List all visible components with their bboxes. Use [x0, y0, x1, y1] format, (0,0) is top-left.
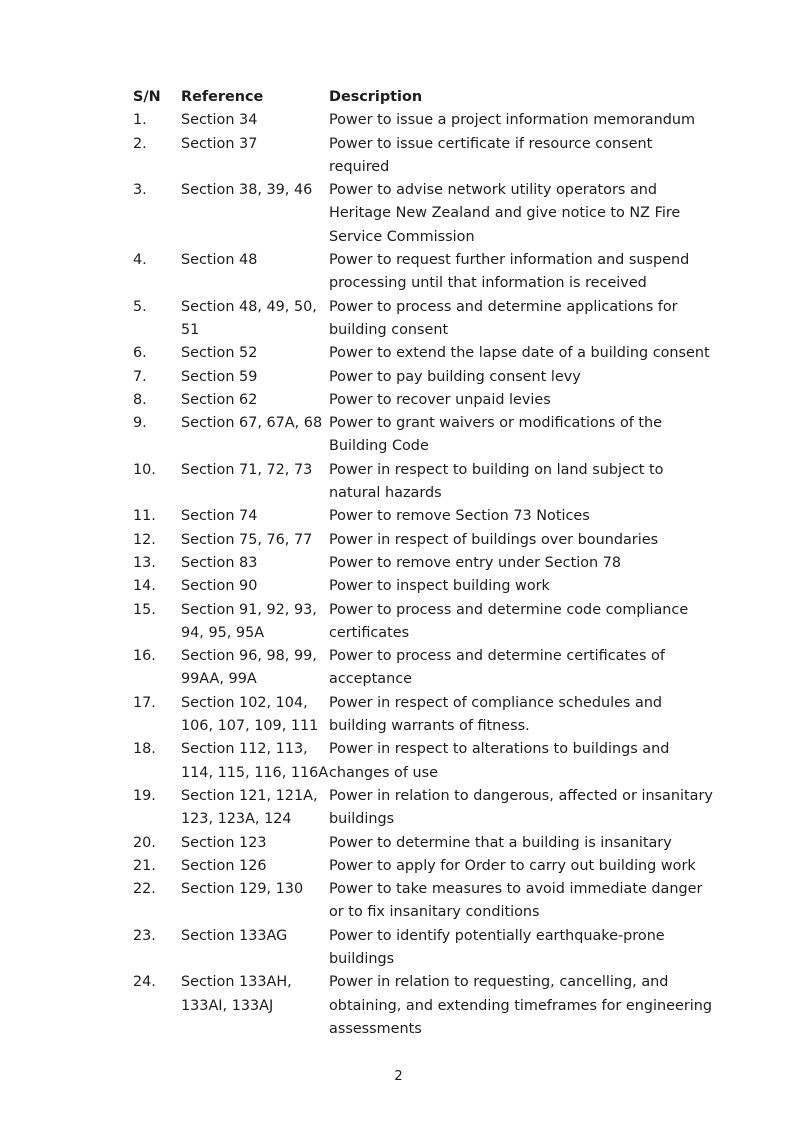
- cell-sn: 21.: [133, 857, 156, 874]
- cell-reference: Section 62: [181, 391, 258, 408]
- cell-description: Power to recover unpaid levies: [329, 391, 551, 408]
- cell-description: Power to extend the lapse date of a building consent: [329, 345, 710, 362]
- cell-description: Power to grant waivers or modifications of the Building Code: [329, 415, 663, 455]
- cell-sn: 15.: [133, 601, 156, 618]
- cell-description: Power to request further information and suspend processing until that information is received: [329, 252, 690, 292]
- table-row: [133, 109, 715, 132]
- cell-reference: Section 133AG: [181, 927, 288, 944]
- cell-description: Power to issue certificate if resource consent required: [329, 135, 653, 175]
- cell-sn: 16.: [133, 648, 156, 665]
- table-row: [133, 878, 715, 925]
- cell-description: Power to process and determine applications for building consent: [329, 298, 678, 338]
- header-reference: Reference: [181, 89, 264, 105]
- header-description: Description: [329, 89, 423, 105]
- cell-sn: 17.: [133, 694, 156, 711]
- cell-reference: Section 126: [181, 857, 267, 874]
- cell-sn: 10.: [133, 461, 156, 478]
- cell-reference: Section 67, 67A, 68: [181, 415, 323, 432]
- cell-sn: 5.: [133, 298, 147, 315]
- header-sn: S/N: [133, 89, 161, 105]
- cell-reference: Section 48: [181, 252, 258, 269]
- cell-sn: 2.: [133, 135, 147, 152]
- cell-reference: Section 59: [181, 368, 258, 385]
- table-row: [133, 925, 715, 972]
- cell-sn: 7.: [133, 368, 147, 385]
- cell-reference: Section 71, 72, 73: [181, 461, 313, 478]
- cell-reference: Section 83: [181, 554, 258, 571]
- cell-description: Power to issue a project information memorandum: [329, 112, 696, 129]
- cell-sn: 14.: [133, 578, 156, 595]
- cell-sn: 3.: [133, 182, 147, 199]
- cell-reference: Section 37: [181, 135, 258, 152]
- table-row: [133, 645, 715, 692]
- cell-description: Power to take measures to avoid immediate danger or to fix insanitary conditions: [329, 881, 703, 921]
- table-row: [133, 738, 715, 785]
- cell-sn: 8.: [133, 391, 147, 408]
- cell-reference: Section 121, 121A, 123, 123A, 124: [181, 787, 318, 828]
- cell-description: Power in relation to dangerous, affected or insanitary buildings: [329, 787, 713, 828]
- table-row: [133, 133, 715, 180]
- cell-description: Power to advise network utility operators and Heritage New Zealand and give notice to NZ Fire Service Commission: [329, 182, 681, 245]
- cell-description: Power to remove Section 73 Notices: [329, 508, 590, 525]
- cell-reference: Section 75, 76, 77: [181, 531, 313, 548]
- cell-description: Power to inspect building work: [329, 578, 550, 595]
- table-row: [133, 366, 715, 389]
- cell-sn: 23.: [133, 927, 156, 944]
- cell-sn: 11.: [133, 508, 156, 525]
- table-row: [133, 599, 715, 646]
- cell-description: Power in respect of compliance schedules and building warrants of fitness.: [329, 694, 663, 735]
- table-row: [133, 389, 715, 412]
- table-row: [133, 971, 715, 1041]
- table-body: [133, 109, 715, 1041]
- cell-reference: Section 34: [181, 112, 258, 129]
- cell-reference: Section 90: [181, 578, 258, 595]
- cell-sn: 22.: [133, 881, 156, 898]
- table-row: [133, 855, 715, 878]
- cell-reference: Section 96, 98, 99, 99AA, 99A: [181, 648, 317, 688]
- table-row: [133, 179, 715, 249]
- table-row: [133, 459, 715, 506]
- table-row: [133, 249, 715, 296]
- cell-sn: 12.: [133, 531, 156, 548]
- cell-reference: Section 48, 49, 50, 51: [181, 298, 317, 338]
- table-row: [133, 412, 715, 459]
- cell-reference: Section 123: [181, 834, 267, 851]
- cell-sn: 19.: [133, 787, 156, 804]
- page-number: 2: [394, 1069, 403, 1084]
- cell-reference: Section 74: [181, 508, 258, 525]
- table-header-row: [133, 86, 715, 109]
- cell-sn: 18.: [133, 741, 156, 758]
- cell-sn: 4.: [133, 252, 147, 269]
- cell-description: Power to pay building consent levy: [329, 368, 581, 385]
- cell-reference: Section 129, 130: [181, 881, 304, 898]
- cell-description: Power to apply for Order to carry out building work: [329, 857, 696, 874]
- table-row: [133, 832, 715, 855]
- table-row: [133, 505, 715, 528]
- cell-sn: 24.: [133, 974, 156, 991]
- table-row: [133, 342, 715, 365]
- cell-reference: Section 133AH, 133AI, 133AJ: [181, 974, 292, 1014]
- cell-description: Power to process and determine certificates of acceptance: [329, 648, 665, 688]
- cell-description: Power in respect to alterations to buildings and changes of use: [329, 741, 670, 781]
- table-row: [133, 296, 715, 343]
- cell-description: Power in relation to requesting, cancelling, and obtaining, and extending timeframes for engineering assessments: [329, 974, 712, 1037]
- cell-sn: 6.: [133, 345, 147, 362]
- cell-sn: 1.: [133, 112, 147, 129]
- delegations-table: [133, 86, 715, 1041]
- cell-sn: 13.: [133, 554, 156, 571]
- cell-description: Power to determine that a building is insanitary: [329, 834, 672, 851]
- table-row: [133, 785, 715, 832]
- table-row: [133, 575, 715, 598]
- table-row: [133, 692, 715, 739]
- cell-reference: Section 112, 113, 114, 115, 116, 116A: [181, 741, 329, 781]
- cell-sn: 20.: [133, 834, 156, 851]
- table-row: [133, 529, 715, 552]
- cell-description: Power to remove entry under Section 78: [329, 554, 622, 571]
- cell-reference: Section 91, 92, 93, 94, 95, 95A: [181, 601, 317, 641]
- cell-reference: Section 102, 104, 106, 107, 109, 111: [181, 694, 319, 735]
- cell-reference: Section 52: [181, 345, 258, 362]
- cell-sn: 9.: [133, 415, 147, 432]
- cell-description: Power to identify potentially earthquake-prone buildings: [329, 927, 665, 967]
- cell-description: Power to process and determine code compliance certificates: [329, 601, 689, 641]
- table-row: [133, 552, 715, 575]
- cell-description: Power in respect to building on land subject to natural hazards: [329, 461, 664, 502]
- cell-reference: Section 38, 39, 46: [181, 182, 313, 199]
- cell-description: Power in respect of buildings over boundaries: [329, 531, 659, 548]
